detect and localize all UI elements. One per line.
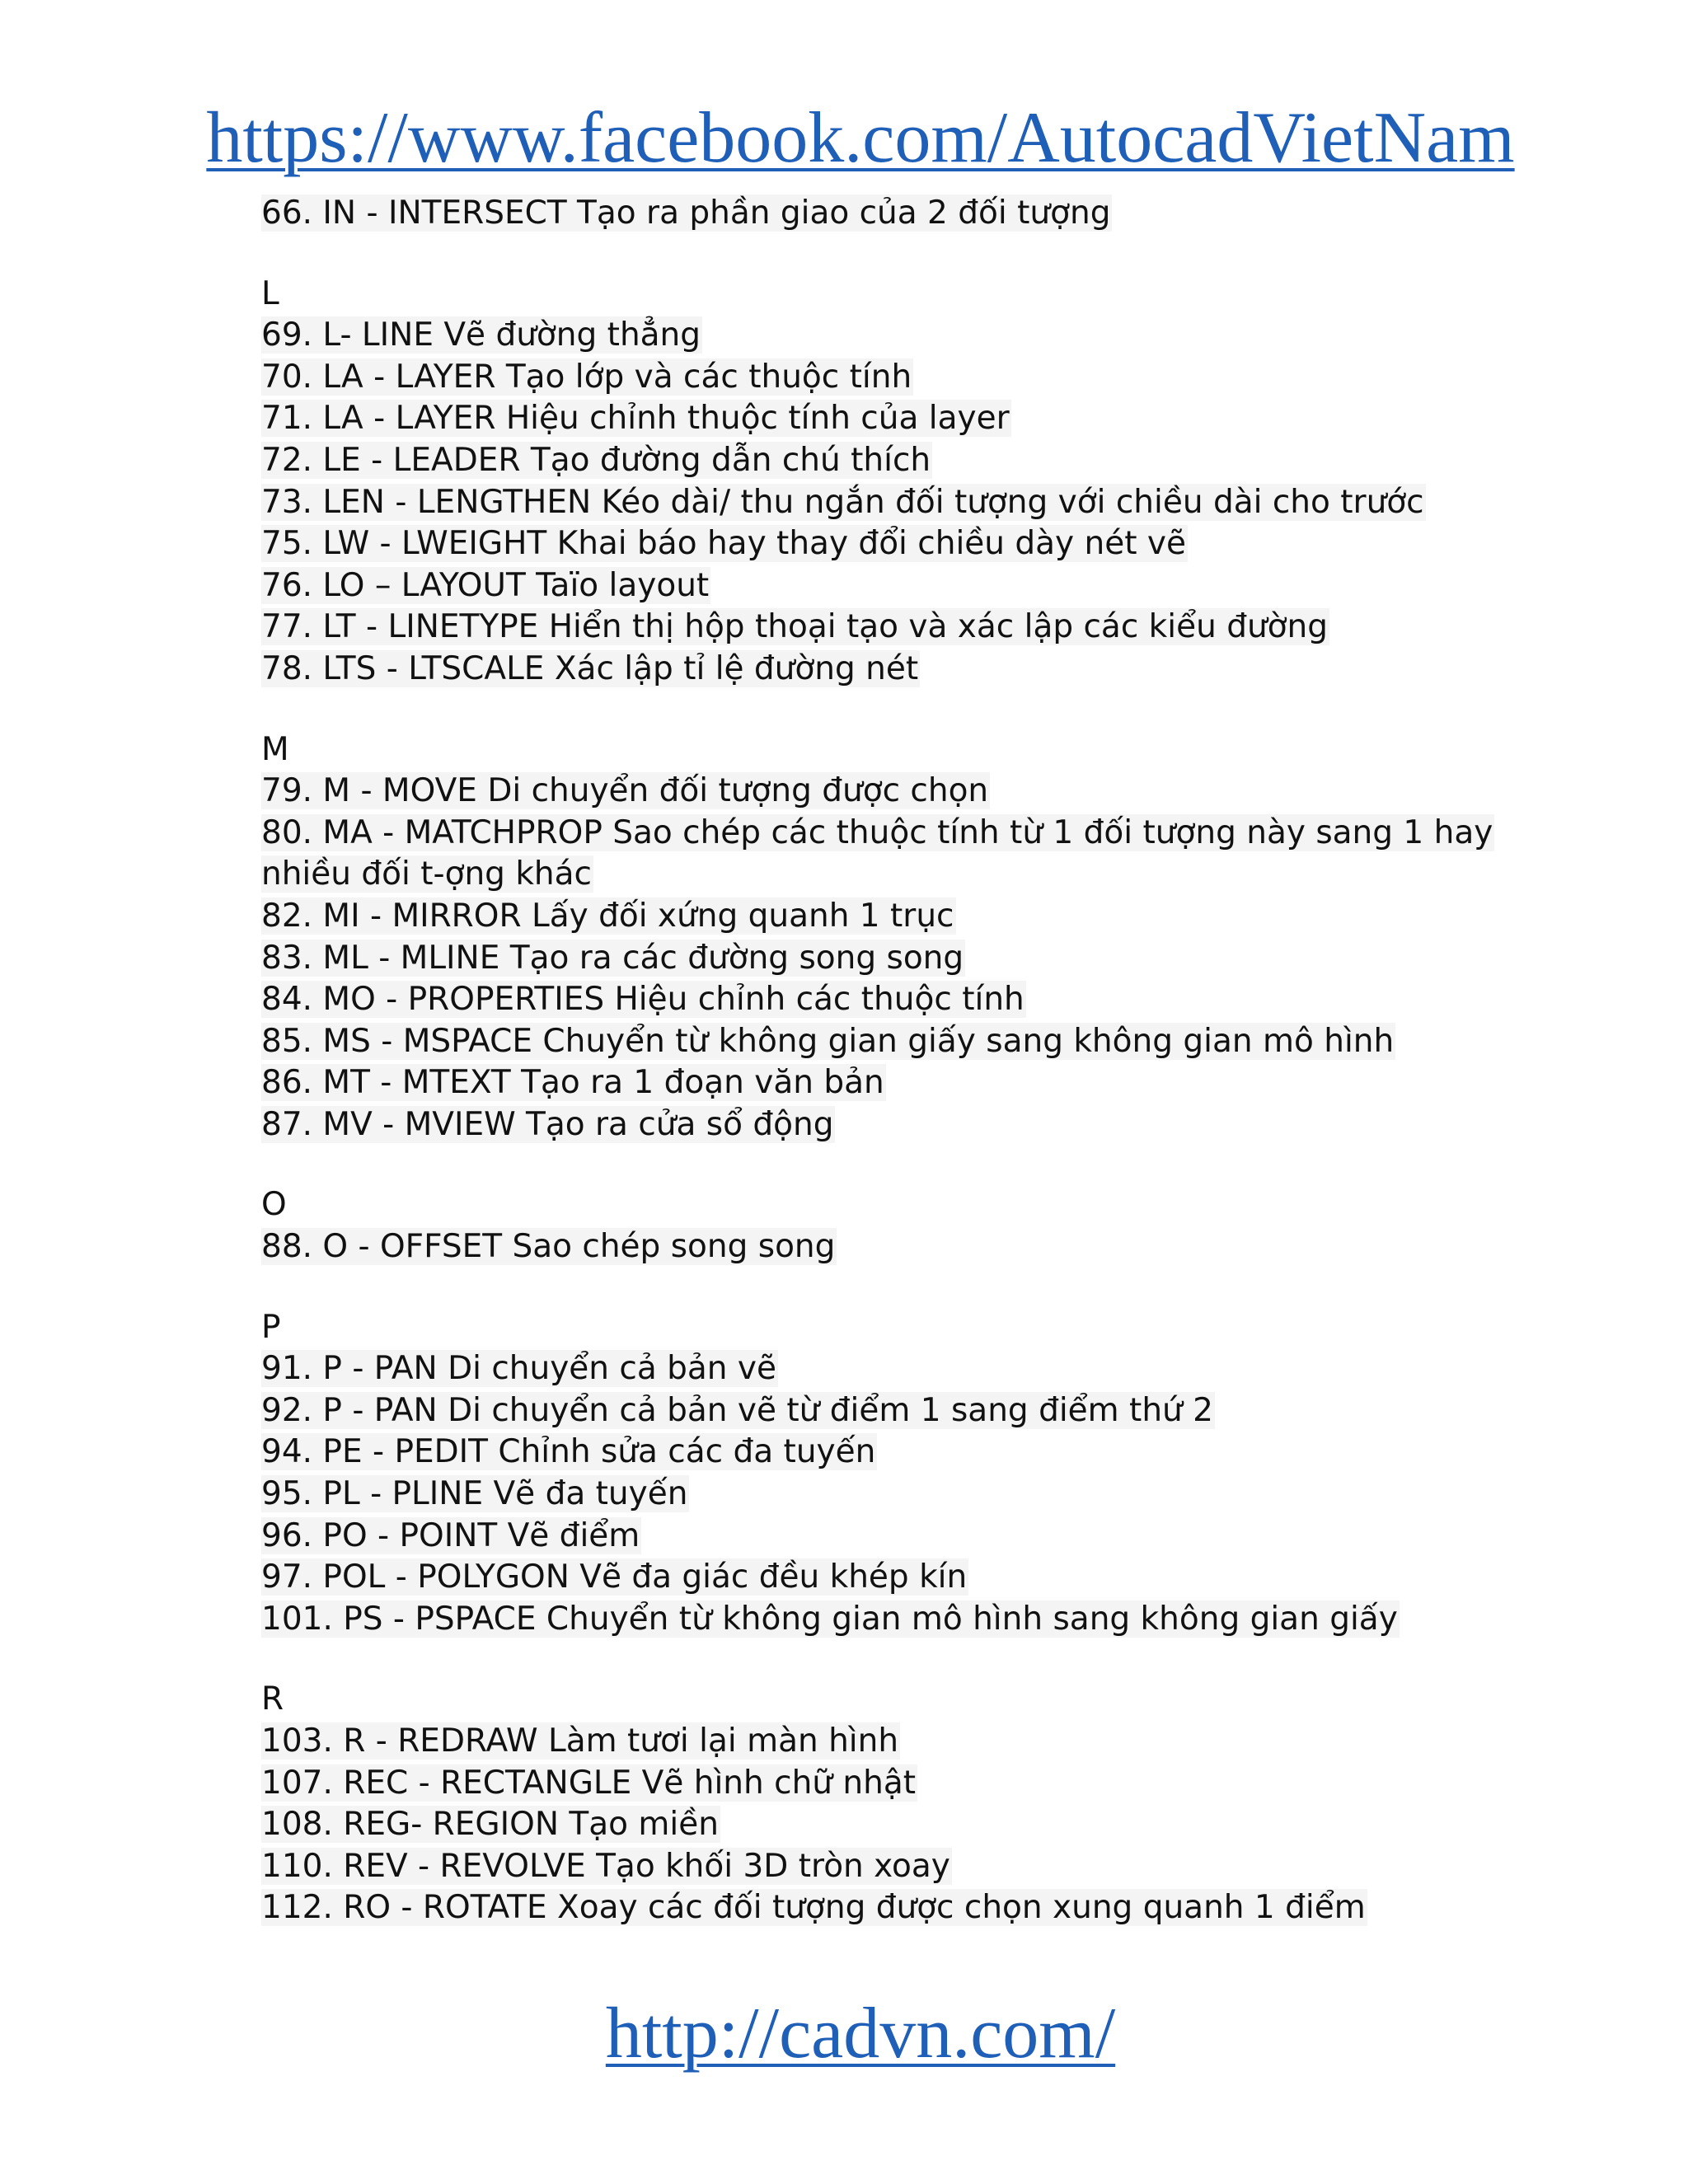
list-item: 66. IN - INTERSECT Tạo ra phần giao của 2 đối tượng bbox=[261, 194, 1111, 232]
header-facebook-link[interactable]: https://www.facebook.com/AutocadVietNam bbox=[206, 98, 1515, 178]
list-item: 83. ML - MLINE Tạo ra các đường song song bbox=[261, 939, 964, 977]
list-item: 112. RO - ROTATE Xoay các đối tượng được chọn xung quanh 1 điểm bbox=[261, 1889, 1366, 1927]
list-item: 92. P - PAN Di chuyển cả bản vẽ từ điểm 1 sang điểm thứ 2 bbox=[261, 1391, 1213, 1429]
footer-cadvn-link[interactable]: http://cadvn.com/ bbox=[605, 1994, 1116, 2074]
command-list bbox=[261, 193, 1547, 1929]
section-heading: R bbox=[261, 1680, 284, 1718]
spacer bbox=[261, 235, 1547, 274]
list-item: 79. M - MOVE Di chuyển đối tượng được chọn bbox=[261, 772, 989, 810]
list-item: 84. MO - PROPERTIES Hiệu chỉnh các thuộc tính bbox=[261, 981, 1025, 1019]
list-item: 88. O - OFFSET Sao chép song song bbox=[261, 1228, 836, 1266]
list-item: 94. PE - PEDIT Chỉnh sửa các đa tuyến bbox=[261, 1433, 876, 1471]
list-item: 97. POL - POLYGON Vẽ đa giác đều khép kín bbox=[261, 1558, 968, 1596]
list-item: 96. PO - POINT Vẽ điểm bbox=[261, 1516, 640, 1554]
section-heading: O bbox=[261, 1186, 287, 1224]
list-item: 91. P - PAN Di chuyển cả bản vẽ bbox=[261, 1350, 776, 1388]
list-item: 77. LT - LINETYPE Hiển thị hộp thoại tạo và xác lập các kiểu đường bbox=[261, 608, 1329, 646]
list-item: 82. MI - MIRROR Lấy đối xứng quanh 1 trục bbox=[261, 897, 954, 935]
spacer bbox=[261, 1146, 1547, 1184]
list-item: 78. LTS - LTSCALE Xác lập tỉ lệ đường nét bbox=[261, 649, 919, 687]
list-item: 71. LA - LAYER Hiệu chỉnh thuộc tính của layer bbox=[261, 400, 1010, 438]
list-item: 69. L- LINE Vẽ đường thẳng bbox=[261, 316, 701, 354]
list-item: 85. MS - MSPACE Chuyển từ không gian giấy sang không gian mô hình bbox=[261, 1022, 1395, 1060]
list-item: 101. PS - PSPACE Chuyển từ không gian mô hình sang không gian giấy bbox=[261, 1600, 1398, 1638]
list-item: 73. LEN - LENGTHEN Kéo dài/ thu ngắn đối tượng với chiều dài cho trước bbox=[261, 483, 1424, 521]
list-item: 76. LO – LAYOUT Taïo layout bbox=[261, 566, 710, 604]
list-item: 95. PL - PLINE Vẽ đa tuyến bbox=[261, 1475, 688, 1513]
list-item: 108. REG- REGION Tạo miền bbox=[261, 1806, 719, 1844]
list-item: 107. REC - RECTANGLE Vẽ hình chữ nhật bbox=[261, 1764, 917, 1802]
list-item: 110. REV - REVOLVE Tạo khối 3D tròn xoay bbox=[261, 1847, 950, 1885]
list-item: 72. LE - LEADER Tạo đường dẫn chú thích bbox=[261, 441, 931, 479]
spacer bbox=[261, 1640, 1547, 1679]
list-item: 103. R - REDRAW Làm tươi lại màn hình bbox=[261, 1722, 899, 1760]
list-item: 87. MV - MVIEW Tạo ra cửa sổ động bbox=[261, 1105, 834, 1143]
list-item: 86. MT - MTEXT Tạo ra 1 đoạn văn bản bbox=[261, 1064, 884, 1102]
spacer bbox=[261, 1268, 1547, 1307]
list-item: 75. LW - LWEIGHT Khai báo hay thay đổi chiều dày nét vẽ bbox=[261, 525, 1186, 563]
section-heading: L bbox=[261, 274, 279, 312]
section-heading: P bbox=[261, 1308, 281, 1346]
list-item: 70. LA - LAYER Tạo lớp và các thuộc tính bbox=[261, 358, 912, 396]
list-item: 80. MA - MATCHPROP Sao chép các thuộc tính từ 1 đối tượng này sang 1 hay bbox=[261, 813, 1493, 851]
spacer bbox=[261, 691, 1547, 729]
list-item-continuation: nhiều đối t-ợng khác bbox=[261, 855, 592, 893]
section-heading: M bbox=[261, 730, 289, 768]
